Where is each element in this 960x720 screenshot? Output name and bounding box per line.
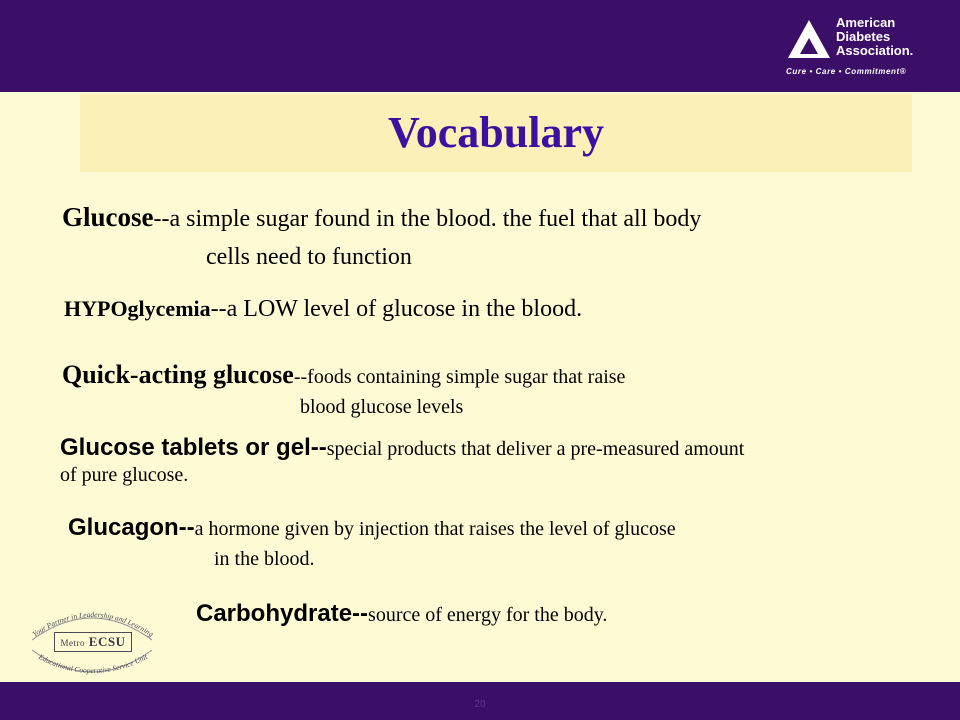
- vocab-definition: --a LOW level of glucose in the blood.: [210, 296, 583, 322]
- vocab-definition: --a simple sugar found in the blood. the fuel that all body: [153, 206, 702, 232]
- vocab-term: Glucose tablets or gel--: [60, 434, 327, 461]
- title-band: [80, 94, 912, 172]
- ada-name-line: Association.: [836, 43, 914, 58]
- page-number: 20: [474, 699, 486, 710]
- ada-triangle-logo-icon: [786, 18, 832, 60]
- vocab-term: HYPOglycemia: [64, 296, 211, 321]
- vocab-entry-glucagon: [68, 514, 676, 542]
- vocab-term: Glucose: [62, 202, 154, 232]
- vocab-term: Carbohydrate--: [196, 600, 369, 627]
- svg-text:Educational Cooperative Servic: [36, 652, 149, 675]
- vocab-definition: --foods containing simple sugar that raise: [293, 366, 626, 388]
- vocab-term: Glucagon--: [68, 514, 195, 541]
- ada-logo: [786, 16, 946, 80]
- top-header-bar: [0, 0, 960, 92]
- vocab-term: Quick-acting glucose: [62, 360, 294, 389]
- vocab-definition-continued: in the blood.: [214, 548, 315, 570]
- vocab-definition-continued: cells need to function: [206, 244, 412, 270]
- vocab-entry-glucose-tablets: [60, 434, 744, 462]
- ada-name-line: American: [836, 15, 896, 30]
- vocab-definition: special products that deliver a pre-measured amount: [326, 438, 745, 460]
- ada-name: [836, 16, 946, 58]
- ada-name-line: Diabetes: [836, 29, 891, 44]
- vocab-definition-continued: of pure glucose.: [60, 464, 189, 486]
- ecsu-title-main: ECSU: [88, 634, 126, 649]
- vocab-definition-continued: blood glucose levels: [300, 396, 464, 418]
- vocab-entry-quick-acting-glucose: [62, 360, 625, 390]
- ecsu-title-small: Metro: [60, 638, 86, 648]
- ecsu-bottom-text: Educational Cooperative Service Unit: [37, 652, 149, 676]
- vocab-definition: a hormone given by injection that raises the level of glucose: [194, 518, 676, 540]
- vocab-definition: source of energy for the body.: [368, 604, 608, 626]
- ecsu-title: [54, 632, 132, 652]
- vocab-entry-hypoglycemia: [64, 296, 582, 323]
- vocab-entry-carbohydrate: [196, 600, 607, 628]
- vocab-entry-glucose: [62, 202, 701, 233]
- slide-title: Vocabulary: [388, 108, 604, 157]
- ecsu-top-text: Your Partner in Leadership and Learning: [30, 609, 156, 639]
- ada-tagline: Cure • Care • Commitment®: [786, 67, 907, 76]
- metro-ecsu-logo: [26, 604, 158, 676]
